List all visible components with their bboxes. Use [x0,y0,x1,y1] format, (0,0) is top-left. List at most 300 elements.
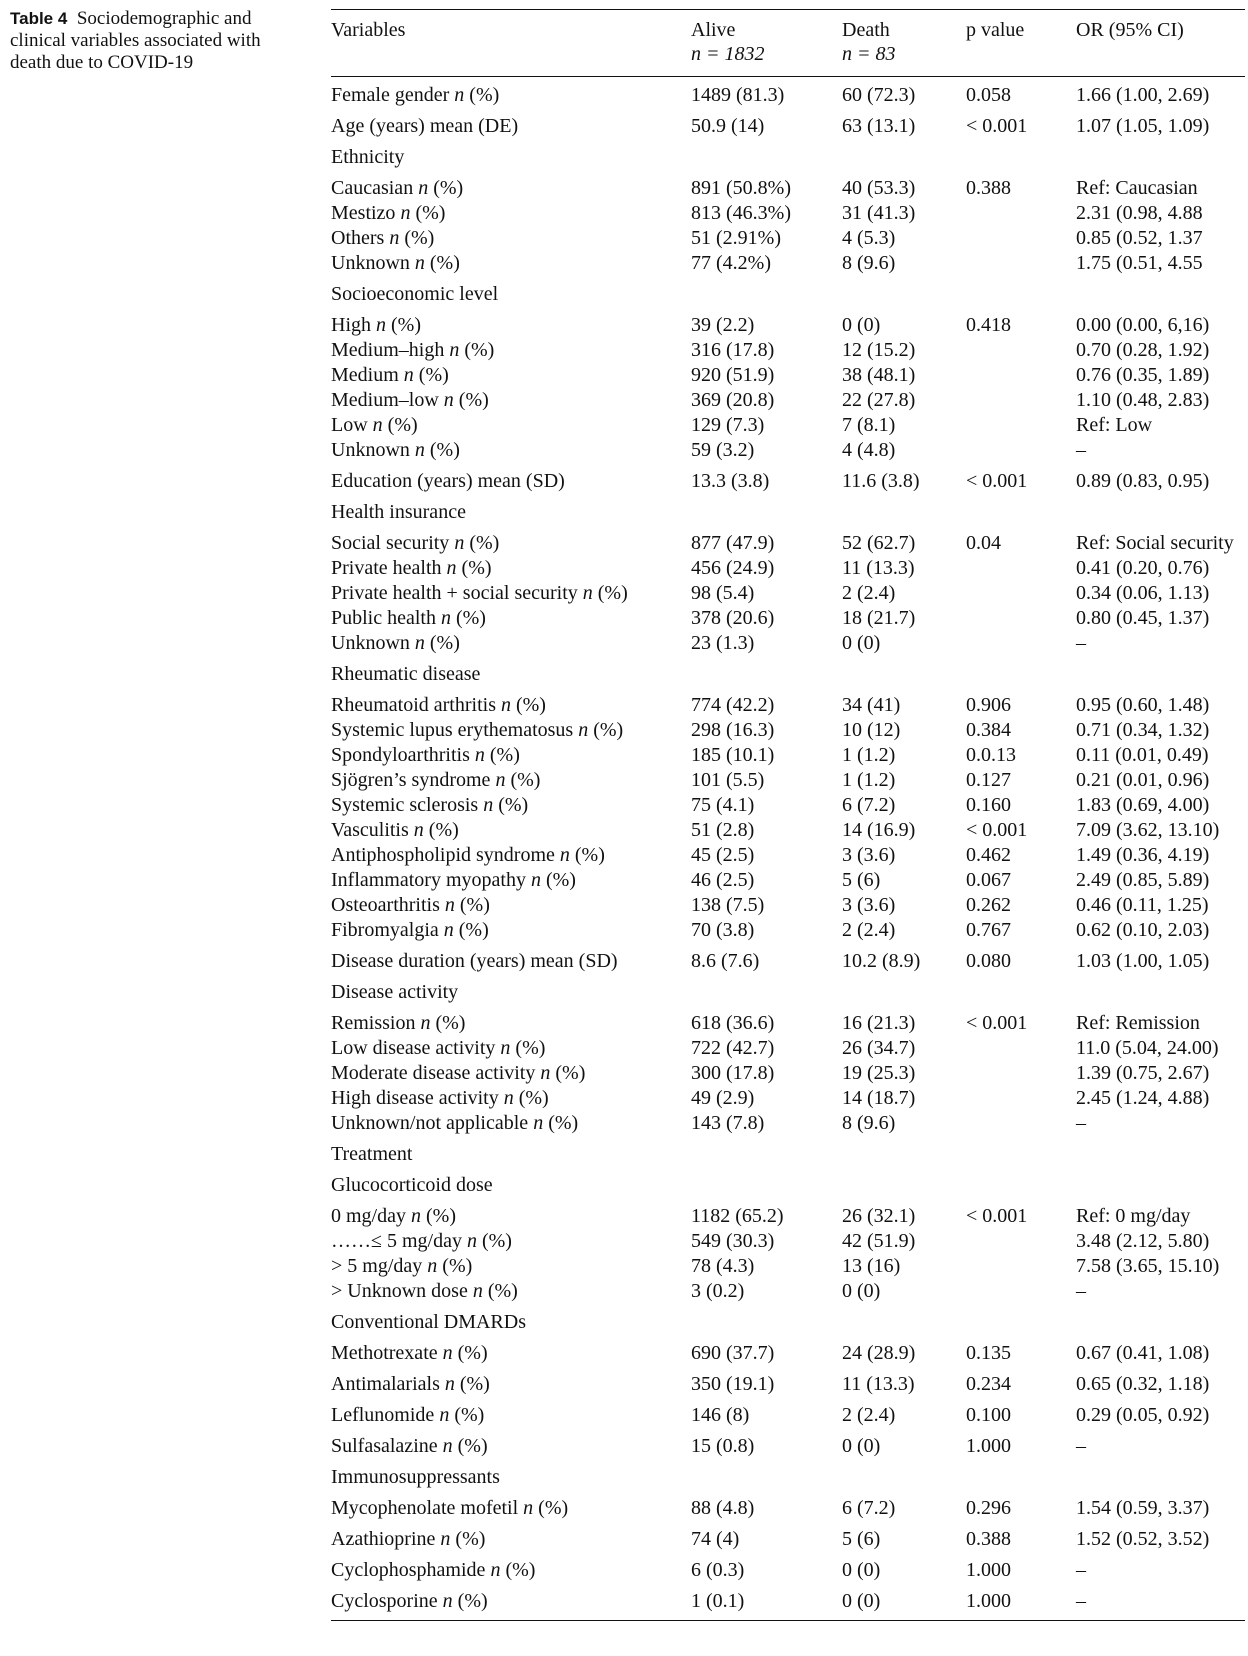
variable-label: Unknown [331,252,410,274]
cell-variable [331,1279,518,1304]
cell-variable [331,1558,535,1583]
variable-label: Health insurance [331,501,466,523]
cell-variable [331,413,418,438]
cell-or: 1.52 (0.52, 3.52) [1076,1528,1210,1550]
cell-alive: 39 (2.2) [691,314,755,336]
cell-variable [331,1589,488,1614]
variable-label: High [331,314,371,336]
table-row [331,693,1245,718]
variable-unit: n (%) [400,202,446,224]
cell-variable [331,1496,568,1521]
cell-variable [331,843,605,868]
cell-or: – [1076,1112,1086,1134]
header-rule [331,76,1245,77]
table-row [331,338,1245,363]
cell-variable [331,1403,484,1428]
cell-or: 7.09 (3.62, 13.10) [1076,819,1220,841]
cell-pvalue: 0.135 [966,1342,1011,1364]
cell-alive: 46 (2.5) [691,869,755,891]
cell-pvalue: < 0.001 [966,1205,1028,1227]
variable-label: Cyclophosphamide [331,1559,486,1581]
cell-or: 0.62 (0.10, 2.03) [1076,919,1210,941]
cell-variable [331,918,489,943]
cell-alive: 456 (24.9) [691,557,775,579]
cell-or: 0.85 (0.52, 1.37 [1076,227,1203,249]
table-row [331,1279,1245,1304]
variable-label: Glucocorticoid dose [331,1174,493,1196]
cell-pvalue: 1.000 [966,1590,1011,1612]
variable-unit: n (%) [442,1435,488,1457]
cell-or: – [1076,1435,1086,1457]
cell-variable [331,1173,493,1198]
cell-alive: 146 (8) [691,1404,750,1426]
table-row [331,949,1245,974]
variable-unit: n (%) [444,894,490,916]
cell-alive: 51 (2.91%) [691,227,781,249]
cell-death: 13 (16) [842,1255,901,1277]
table-row [331,1558,1245,1583]
table-row [331,1434,1245,1459]
cell-pvalue: 0.100 [966,1404,1011,1426]
cell-or: 11.0 (5.04, 24.00) [1076,1037,1219,1059]
cell-death: 5 (6) [842,869,881,891]
cell-alive: 774 (42.2) [691,694,775,716]
cell-alive: 920 (51.9) [691,364,775,386]
variable-unit: n (%) [578,719,624,741]
table-row [331,201,1245,226]
cell-death: 22 (27.8) [842,389,916,411]
table-row [331,1086,1245,1111]
cell-pvalue: 0.388 [966,177,1011,199]
table-row [331,1254,1245,1279]
cell-pvalue: 0.906 [966,694,1011,716]
cell-alive: 101 (5.5) [691,769,765,791]
cell-death: 0 (0) [842,1590,881,1612]
cell-death: 2 (2.4) [842,919,896,941]
variable-label: Moderate disease activity [331,1062,536,1084]
cell-variable [331,606,486,631]
cell-variable [331,581,628,606]
variable-unit: n (%) [440,607,486,629]
variable-unit: n (%) [559,844,605,866]
cell-variable [331,1229,512,1254]
variable-label: Disease duration (years) mean (SD) [331,950,618,972]
cell-alive: 59 (3.2) [691,439,755,461]
cell-alive: 300 (17.8) [691,1062,775,1084]
variable-unit: n (%) [582,582,628,604]
cell-death: 26 (32.1) [842,1205,916,1227]
cell-alive: 722 (42.7) [691,1037,775,1059]
table-row [331,145,1245,170]
cell-variable [331,662,480,687]
cell-death: 34 (41) [842,694,901,716]
header-alive-label: Alive [691,19,736,41]
table-row [331,793,1245,818]
cell-variable [331,556,492,581]
variable-unit: n (%) [414,252,460,274]
cell-death: 4 (5.3) [842,227,896,249]
table-row [331,1061,1245,1086]
cell-or: – [1076,1590,1086,1612]
cell-variable [331,313,421,338]
cell-or: Ref: 0 mg/day [1076,1205,1191,1227]
cell-death: 11.6 (3.8) [842,470,920,492]
table-row [331,438,1245,463]
variable-label: > 5 mg/day [331,1255,423,1277]
variable-unit: n (%) [533,1112,579,1134]
cell-variable [331,201,445,226]
cell-pvalue: 1.000 [966,1435,1011,1457]
cell-variable [331,114,518,139]
cell-or: 0.00 (0.00, 6,16) [1076,314,1210,336]
header-alive-n: n = 1832 [691,43,765,65]
cell-variable [331,949,618,974]
cell-death: 10 (12) [842,719,901,741]
cell-alive: 8.6 (7.6) [691,950,760,972]
table-row [331,581,1245,606]
variable-unit: n (%) [439,1404,485,1426]
cell-pvalue: < 0.001 [966,115,1028,137]
cell-death: 0 (0) [842,1435,881,1457]
variable-label: Inflammatory myopathy [331,869,526,891]
cell-death: 24 (28.9) [842,1342,916,1364]
table-row [331,388,1245,413]
cell-death: 11 (13.3) [842,557,915,579]
cell-or: – [1076,439,1086,461]
variable-unit: n (%) [503,1087,549,1109]
cell-pvalue: 0.04 [966,532,1001,554]
bottom-rule [331,1620,1245,1621]
variable-label: Systemic lupus erythematosus [331,719,574,741]
cell-or: 1.49 (0.36, 4.19) [1076,844,1210,866]
cell-variable [331,1434,488,1459]
table-row [331,500,1245,525]
cell-pvalue: 0.080 [966,950,1011,972]
cell-death: 19 (25.3) [842,1062,916,1084]
cell-variable [331,768,540,793]
cell-or: 1.54 (0.59, 3.37) [1076,1497,1210,1519]
variable-label: Private health [331,557,442,579]
table-row [331,313,1245,338]
cell-alive: 138 (7.5) [691,894,765,916]
cell-or: 0.11 (0.01, 0.49) [1076,744,1209,766]
variable-label: Treatment [331,1143,413,1165]
cell-pvalue: 0.462 [966,844,1011,866]
variable-label: Female gender [331,84,450,106]
table-row [331,1204,1245,1229]
variable-label: Conventional DMARDs [331,1311,526,1333]
variable-unit: n (%) [495,769,541,791]
variable-unit: n (%) [427,1255,473,1277]
cell-pvalue: < 0.001 [966,470,1028,492]
table-row [331,1229,1245,1254]
cell-alive: 877 (47.9) [691,532,775,554]
cell-variable [331,438,460,463]
variable-unit: n (%) [449,339,495,361]
variable-label: Medium [331,364,399,386]
table-row [331,251,1245,276]
variable-label: Remission [331,1012,416,1034]
cell-death: 7 (8.1) [842,414,896,436]
cell-or: 0.41 (0.20, 0.76) [1076,557,1210,579]
table-row [331,226,1245,251]
cell-or: Ref: Caucasian [1076,177,1198,199]
cell-or: – [1076,1280,1086,1302]
cell-alive: 378 (20.6) [691,607,775,629]
variable-label: Cyclosporine [331,1590,438,1612]
cell-alive: 74 (4) [691,1528,740,1550]
variable-label: Ethnicity [331,146,405,168]
table-row [331,1011,1245,1036]
cell-variable [331,1372,490,1397]
table-row [331,1142,1245,1167]
cell-or: 1.75 (0.51, 4.55 [1076,252,1203,274]
cell-or: Ref: Social security [1076,532,1234,554]
cell-death: 3 (3.6) [842,894,896,916]
table-row [331,718,1245,743]
variable-label: Low [331,414,368,436]
cell-death: 16 (21.3) [842,1012,916,1034]
cell-variable [331,1142,412,1167]
cell-death: 52 (62.7) [842,532,916,554]
cell-death: 0 (0) [842,632,881,654]
cell-alive: 1182 (65.2) [691,1205,784,1227]
cell-alive: 70 (3.8) [691,919,755,941]
table-row [331,893,1245,918]
table-row [331,768,1245,793]
cell-pvalue: 0.0.13 [966,744,1016,766]
cell-pvalue: 0.388 [966,1528,1011,1550]
cell-death: 31 (41.3) [842,202,916,224]
cell-or: – [1076,1559,1086,1581]
cell-or: Ref: Remission [1076,1012,1200,1034]
cell-death: 8 (9.6) [842,1112,896,1134]
variable-unit: n (%) [442,1590,488,1612]
cell-pvalue: 0.127 [966,769,1011,791]
cell-alive: 6 (0.3) [691,1559,745,1581]
table-row [331,531,1245,556]
cell-death: 11 (13.3) [842,1373,915,1395]
variable-label: Low disease activity [331,1037,496,1059]
cell-variable [331,980,458,1005]
variable-unit: n (%) [466,1230,512,1252]
cell-alive: 549 (30.3) [691,1230,775,1252]
cell-alive: 1 (0.1) [691,1590,745,1612]
cell-death: 2 (2.4) [842,1404,896,1426]
cell-death: 63 (13.1) [842,115,916,137]
variable-label: Vasculitis [331,819,409,841]
variable-unit: n (%) [523,1497,569,1519]
cell-death: 5 (6) [842,1528,881,1550]
variable-unit: n (%) [472,1280,518,1302]
variable-unit: n (%) [454,84,500,106]
cell-or: 0.89 (0.83, 0.95) [1076,470,1210,492]
cell-or: 1.10 (0.48, 2.83) [1076,389,1210,411]
table-row [331,1036,1245,1061]
variable-unit: n (%) [490,1559,536,1581]
variable-unit: n (%) [454,532,500,554]
variable-label: Antimalarials [331,1373,440,1395]
cell-variable [331,469,565,494]
header-pvalue: p value [966,19,1025,41]
cell-alive: 690 (37.7) [691,1342,775,1364]
table-row [331,1403,1245,1428]
cell-death: 1 (1.2) [842,744,896,766]
cell-variable [331,1111,578,1136]
cell-variable [331,1086,549,1111]
header-death-n: n = 83 [842,43,896,65]
table-row [331,556,1245,581]
variable-label: Public health [331,607,436,629]
variable-unit: n (%) [442,1342,488,1364]
variable-unit: n (%) [540,1062,586,1084]
cell-or: – [1076,632,1086,654]
table-row [331,606,1245,631]
variable-label: Mycophenolate mofetil [331,1497,519,1519]
cell-or: 0.65 (0.32, 1.18) [1076,1373,1210,1395]
cell-alive: 369 (20.8) [691,389,775,411]
table-row [331,868,1245,893]
table-row [331,743,1245,768]
cell-variable [331,176,463,201]
cell-variable [331,338,494,363]
cell-pvalue: < 0.001 [966,819,1028,841]
cell-alive: 78 (4.3) [691,1255,755,1277]
cell-pvalue: < 0.001 [966,1012,1028,1034]
cell-or: 2.49 (0.85, 5.89) [1076,869,1210,891]
cell-variable [331,226,434,251]
table-row [331,1589,1245,1614]
variable-unit: n (%) [440,1528,486,1550]
header-or: OR (95% CI) [1076,19,1184,41]
table-header [331,10,1245,74]
cell-death: 0 (0) [842,314,881,336]
cell-death: 3 (3.6) [842,844,896,866]
variable-unit: n (%) [500,694,546,716]
table-row [331,114,1245,139]
cell-or: 7.58 (3.65, 15.10) [1076,1255,1220,1277]
cell-alive: 15 (0.8) [691,1435,755,1457]
table-label: Table 4 [10,9,68,28]
variable-label: Methotrexate [331,1342,438,1364]
variable-label: Age (years) mean (DE) [331,115,519,137]
table-row [331,282,1245,307]
header-death [842,18,896,66]
cell-alive: 129 (7.3) [691,414,765,436]
table-row [331,176,1245,201]
cell-death: 6 (7.2) [842,1497,896,1519]
cell-death: 38 (48.1) [842,364,916,386]
cell-pvalue: 0.767 [966,919,1011,941]
variable-label: Sulfasalazine [331,1435,438,1457]
cell-variable [331,251,460,276]
cell-pvalue: 1.000 [966,1559,1011,1581]
cell-alive: 88 (4.8) [691,1497,755,1519]
cell-alive: 23 (1.3) [691,632,755,654]
cell-or: 0.76 (0.35, 1.89) [1076,364,1210,386]
cell-or: 1.07 (1.05, 1.09) [1076,115,1210,137]
variable-unit: n (%) [376,314,421,336]
variable-label: Social security [331,532,450,554]
variable-unit: n (%) [443,919,489,941]
variable-label: Antiphospholipid syndrome [331,844,555,866]
cell-or: 0.46 (0.11, 1.25) [1076,894,1209,916]
cell-death: 40 (53.3) [842,177,916,199]
variable-unit: n (%) [420,1012,466,1034]
cell-or: 0.67 (0.41, 1.08) [1076,1342,1210,1364]
table-row [331,631,1245,656]
variable-label: Disease activity [331,981,459,1003]
table-row [331,1173,1245,1198]
cell-death: 14 (18.7) [842,1087,916,1109]
variable-unit: n (%) [389,227,435,249]
cell-variable [331,363,449,388]
table-row [331,662,1245,687]
cell-variable [331,1036,545,1061]
cell-variable [331,1204,456,1229]
variable-label: Unknown/not applicable [331,1112,529,1134]
cell-or: 0.70 (0.28, 1.92) [1076,339,1210,361]
variable-unit: n (%) [411,1205,456,1227]
cell-alive: 45 (2.5) [691,844,755,866]
variable-label: Caucasian [331,177,414,199]
cell-or: 1.83 (0.69, 4.00) [1076,794,1210,816]
cell-variable [331,818,459,843]
cell-alive: 77 (4.2%) [691,252,771,274]
cell-alive: 813 (46.3%) [691,202,791,224]
variable-unit: n (%) [418,177,464,199]
cell-pvalue: 0.234 [966,1373,1011,1395]
variable-unit: n (%) [443,389,489,411]
table-row [331,1465,1245,1490]
cell-alive: 13.3 (3.8) [691,470,770,492]
variable-label: Systemic sclerosis [331,794,479,816]
variable-label: Socioeconomic level [331,283,499,305]
cell-death: 18 (21.7) [842,607,916,629]
cell-alive: 350 (19.1) [691,1373,775,1395]
variable-unit: n (%) [372,414,418,436]
table-row [331,918,1245,943]
cell-variable [331,1310,526,1335]
cell-variable [331,793,528,818]
table-row [331,843,1245,868]
cell-alive: 1489 (81.3) [691,84,785,106]
cell-or: 1.66 (1.00, 2.69) [1076,84,1210,106]
cell-variable [331,1341,488,1366]
cell-death: 4 (4.8) [842,439,896,461]
variable-label: Medium–low [331,389,439,411]
variable-unit: n (%) [446,557,492,579]
cell-variable [331,893,490,918]
cell-pvalue: 0.058 [966,84,1011,106]
variable-label: Spondyloarthritis [331,744,470,766]
variable-unit: n (%) [414,632,460,654]
cell-alive: 891 (50.8%) [691,177,791,199]
header-alive [691,18,765,66]
cell-or: 2.31 (0.98, 4.88 [1076,202,1203,224]
cell-alive: 316 (17.8) [691,339,775,361]
cell-or: 0.21 (0.01, 0.96) [1076,769,1210,791]
cell-or: 0.29 (0.05, 0.92) [1076,1404,1210,1426]
cell-pvalue: 0.262 [966,894,1011,916]
table-row [331,1341,1245,1366]
table-row [331,1310,1245,1335]
cell-variable [331,1465,500,1490]
cell-or: 0.34 (0.06, 1.13) [1076,582,1210,604]
table-row [331,1527,1245,1552]
cell-pvalue: 0.296 [966,1497,1011,1519]
cell-or: 0.80 (0.45, 1.37) [1076,607,1210,629]
